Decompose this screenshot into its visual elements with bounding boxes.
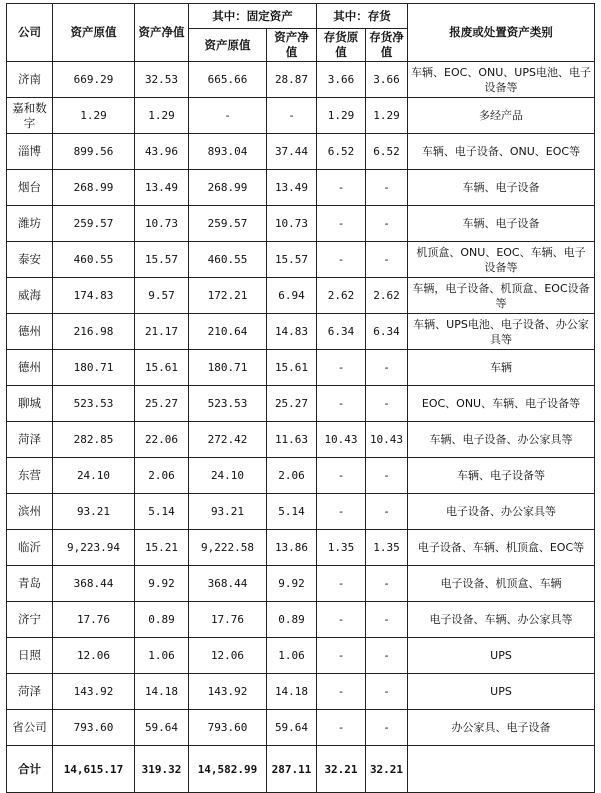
asset-net-cell: 43.96 (135, 134, 189, 170)
asset-original-cell: 9,223.94 (53, 530, 135, 566)
inventory-original-cell: - (317, 350, 366, 386)
category-cell: 电子设备、机顶盒、车辆 (408, 566, 595, 602)
fixed-net-cell: 9.92 (267, 566, 317, 602)
inventory-net-cell: 1.29 (366, 98, 408, 134)
inventory-net-cell: - (366, 674, 408, 710)
category-cell: 多经产品 (408, 98, 595, 134)
table-row (7, 206, 595, 242)
fixed-original-cell: 893.04 (189, 134, 267, 170)
fixed-original-cell: 665.66 (189, 62, 267, 98)
asset-net-cell: 9.92 (135, 566, 189, 602)
company-cell: 泰安 (7, 242, 53, 278)
category-cell: 电子设备、车辆、机顶盒、EOC等 (408, 530, 595, 566)
table-body (7, 62, 595, 746)
disposal-table-container (6, 3, 595, 793)
fixed-net-cell: 59.64 (267, 710, 317, 746)
header-fixed-net: 资产净值 (267, 29, 317, 62)
asset-net-cell: 59.64 (135, 710, 189, 746)
asset-original-cell: 669.29 (53, 62, 135, 98)
table-row (7, 602, 595, 638)
asset-original-cell: 216.98 (53, 314, 135, 350)
fixed-net-cell: 5.14 (267, 494, 317, 530)
inventory-original-cell: - (317, 710, 366, 746)
category-cell: 车辆、电子设备 (408, 170, 595, 206)
fixed-original-cell: 180.71 (189, 350, 267, 386)
company-cell: 威海 (7, 278, 53, 314)
table-row (7, 566, 595, 602)
inventory-net-cell: - (366, 350, 408, 386)
inventory-net-cell: - (366, 386, 408, 422)
company-cell: 省公司 (7, 710, 53, 746)
fixed-original-cell: 17.76 (189, 602, 267, 638)
header-inventory-original: 存货原值 (317, 29, 366, 62)
company-cell: 聊城 (7, 386, 53, 422)
asset-net-cell: 15.61 (135, 350, 189, 386)
fixed-original-cell: 523.53 (189, 386, 267, 422)
fixed-net-cell: 11.63 (267, 422, 317, 458)
asset-disposal-table (6, 3, 595, 793)
fixed-original-cell: 24.10 (189, 458, 267, 494)
category-cell: UPS (408, 674, 595, 710)
fixed-net-cell: - (267, 98, 317, 134)
inventory-original-cell: 1.35 (317, 530, 366, 566)
fixed-original-cell: 143.92 (189, 674, 267, 710)
fixed-original-cell: 172.21 (189, 278, 267, 314)
category-cell: 车辆、电子设备、办公家具等 (408, 422, 595, 458)
inventory-net-cell: 6.52 (366, 134, 408, 170)
inventory-net-cell: 2.62 (366, 278, 408, 314)
table-row (7, 674, 595, 710)
inventory-original-cell: 6.34 (317, 314, 366, 350)
asset-original-cell: 368.44 (53, 566, 135, 602)
asset-original-cell: 460.55 (53, 242, 135, 278)
asset-original-cell: 17.76 (53, 602, 135, 638)
asset-original-cell: 1.29 (53, 98, 135, 134)
header-row-1 (7, 4, 595, 29)
header-inventory-group: 其中：存货 (317, 4, 408, 29)
fixed-net-cell: 10.73 (267, 206, 317, 242)
fixed-original-cell: 12.06 (189, 638, 267, 674)
asset-original-cell: 24.10 (53, 458, 135, 494)
asset-net-cell: 10.73 (135, 206, 189, 242)
inventory-net-cell: 6.34 (366, 314, 408, 350)
table-row (7, 170, 595, 206)
inventory-net-cell: 1.35 (366, 530, 408, 566)
company-cell: 淄博 (7, 134, 53, 170)
header-asset-original: 资产原值 (53, 4, 135, 62)
inventory-original-cell: - (317, 170, 366, 206)
asset-net-cell: 21.17 (135, 314, 189, 350)
inventory-original-cell: - (317, 386, 366, 422)
inventory-original-cell: - (317, 602, 366, 638)
asset-net-cell: 0.89 (135, 602, 189, 638)
fixed-original-cell: 793.60 (189, 710, 267, 746)
company-cell: 日照 (7, 638, 53, 674)
asset-original-cell: 259.57 (53, 206, 135, 242)
category-cell: 车辆、电子设备、ONU、EOC等 (408, 134, 595, 170)
table-row (7, 494, 595, 530)
inventory-net-cell: - (366, 566, 408, 602)
total-asset-original: 14,615.17 (53, 746, 135, 793)
fixed-original-cell: 368.44 (189, 566, 267, 602)
asset-net-cell: 1.29 (135, 98, 189, 134)
fixed-net-cell: 1.06 (267, 638, 317, 674)
company-cell: 济宁 (7, 602, 53, 638)
company-cell: 德州 (7, 314, 53, 350)
asset-original-cell: 93.21 (53, 494, 135, 530)
table-row (7, 134, 595, 170)
table-row (7, 242, 595, 278)
fixed-net-cell: 28.87 (267, 62, 317, 98)
fixed-net-cell: 0.89 (267, 602, 317, 638)
total-inventory-original: 32.21 (317, 746, 366, 793)
company-cell: 烟台 (7, 170, 53, 206)
asset-net-cell: 25.27 (135, 386, 189, 422)
asset-net-cell: 9.57 (135, 278, 189, 314)
fixed-net-cell: 13.86 (267, 530, 317, 566)
asset-net-cell: 2.06 (135, 458, 189, 494)
table-row (7, 386, 595, 422)
table-row (7, 458, 595, 494)
fixed-net-cell: 14.83 (267, 314, 317, 350)
fixed-original-cell: 268.99 (189, 170, 267, 206)
table-row (7, 278, 595, 314)
inventory-original-cell: 10.43 (317, 422, 366, 458)
fixed-original-cell: 259.57 (189, 206, 267, 242)
fixed-net-cell: 6.94 (267, 278, 317, 314)
inventory-net-cell: - (366, 206, 408, 242)
category-cell: 电子设备、车辆、办公家具等 (408, 602, 595, 638)
inventory-net-cell: - (366, 710, 408, 746)
asset-original-cell: 282.85 (53, 422, 135, 458)
asset-original-cell: 180.71 (53, 350, 135, 386)
asset-original-cell: 174.83 (53, 278, 135, 314)
table-row (7, 638, 595, 674)
fixed-original-cell: 460.55 (189, 242, 267, 278)
header-fixed-group: 其中：固定资产 (189, 4, 317, 29)
category-cell: 车辆 (408, 350, 595, 386)
asset-net-cell: 5.14 (135, 494, 189, 530)
fixed-original-cell: - (189, 98, 267, 134)
inventory-original-cell: - (317, 566, 366, 602)
inventory-net-cell: - (366, 602, 408, 638)
inventory-original-cell: - (317, 674, 366, 710)
category-cell: 车辆、电子设备 (408, 206, 595, 242)
inventory-net-cell: 3.66 (366, 62, 408, 98)
category-cell: 机顶盒、ONU、EOC、车辆、电子设备等 (408, 242, 595, 278)
company-cell: 菏泽 (7, 422, 53, 458)
inventory-original-cell: - (317, 242, 366, 278)
category-cell: 办公家具、电子设备 (408, 710, 595, 746)
table-row (7, 314, 595, 350)
company-cell: 青岛 (7, 566, 53, 602)
fixed-net-cell: 25.27 (267, 386, 317, 422)
inventory-net-cell: - (366, 242, 408, 278)
fixed-net-cell: 37.44 (267, 134, 317, 170)
table-row (7, 530, 595, 566)
inventory-original-cell: - (317, 494, 366, 530)
inventory-original-cell: 6.52 (317, 134, 366, 170)
category-cell: 车辆、UPS电池、电子设备、办公家具等 (408, 314, 595, 350)
inventory-original-cell: 2.62 (317, 278, 366, 314)
fixed-net-cell: 15.57 (267, 242, 317, 278)
total-category (408, 746, 595, 793)
asset-original-cell: 268.99 (53, 170, 135, 206)
inventory-net-cell: 10.43 (366, 422, 408, 458)
asset-net-cell: 15.21 (135, 530, 189, 566)
table-row (7, 98, 595, 134)
fixed-net-cell: 15.61 (267, 350, 317, 386)
fixed-net-cell: 14.18 (267, 674, 317, 710)
company-cell: 滨州 (7, 494, 53, 530)
company-cell: 东营 (7, 458, 53, 494)
inventory-net-cell: - (366, 170, 408, 206)
company-cell: 潍坊 (7, 206, 53, 242)
asset-net-cell: 22.06 (135, 422, 189, 458)
inventory-original-cell: - (317, 206, 366, 242)
category-cell: EOC、ONU、车辆、电子设备等 (408, 386, 595, 422)
table-row (7, 422, 595, 458)
asset-original-cell: 899.56 (53, 134, 135, 170)
fixed-net-cell: 13.49 (267, 170, 317, 206)
header-company: 公司 (7, 4, 53, 62)
header-asset-net: 资产净值 (135, 4, 189, 62)
company-cell: 德州 (7, 350, 53, 386)
category-cell: 车辆，电子设备、机顶盒、EOC设备等 (408, 278, 595, 314)
table-row (7, 710, 595, 746)
total-asset-net: 319.32 (135, 746, 189, 793)
inventory-original-cell: 3.66 (317, 62, 366, 98)
company-cell: 嘉和数字 (7, 98, 53, 134)
asset-net-cell: 1.06 (135, 638, 189, 674)
company-cell: 临沂 (7, 530, 53, 566)
asset-original-cell: 523.53 (53, 386, 135, 422)
inventory-net-cell: - (366, 638, 408, 674)
asset-net-cell: 32.53 (135, 62, 189, 98)
total-inventory-net: 32.21 (366, 746, 408, 793)
inventory-original-cell: - (317, 638, 366, 674)
fixed-original-cell: 93.21 (189, 494, 267, 530)
total-row (7, 746, 595, 793)
fixed-original-cell: 272.42 (189, 422, 267, 458)
fixed-original-cell: 210.64 (189, 314, 267, 350)
category-cell: 车辆、EOC、ONU、UPS电池、电子设备等 (408, 62, 595, 98)
inventory-net-cell: - (366, 494, 408, 530)
asset-net-cell: 13.49 (135, 170, 189, 206)
inventory-original-cell: 1.29 (317, 98, 366, 134)
table-row (7, 62, 595, 98)
total-fixed-net: 287.11 (267, 746, 317, 793)
asset-net-cell: 14.18 (135, 674, 189, 710)
asset-original-cell: 12.06 (53, 638, 135, 674)
total-fixed-original: 14,582.99 (189, 746, 267, 793)
company-cell: 济南 (7, 62, 53, 98)
total-label: 合计 (7, 746, 53, 793)
fixed-net-cell: 2.06 (267, 458, 317, 494)
asset-net-cell: 15.57 (135, 242, 189, 278)
header-category: 报废或处置资产类别 (408, 4, 595, 62)
table-row (7, 350, 595, 386)
inventory-original-cell: - (317, 458, 366, 494)
inventory-net-cell: - (366, 458, 408, 494)
company-cell: 菏泽 (7, 674, 53, 710)
category-cell: 车辆、电子设备等 (408, 458, 595, 494)
category-cell: UPS (408, 638, 595, 674)
fixed-original-cell: 9,222.58 (189, 530, 267, 566)
header-inventory-net: 存货净值 (366, 29, 408, 62)
category-cell: 电子设备、办公家具等 (408, 494, 595, 530)
asset-original-cell: 793.60 (53, 710, 135, 746)
asset-original-cell: 143.92 (53, 674, 135, 710)
header-fixed-original: 资产原值 (189, 29, 267, 62)
